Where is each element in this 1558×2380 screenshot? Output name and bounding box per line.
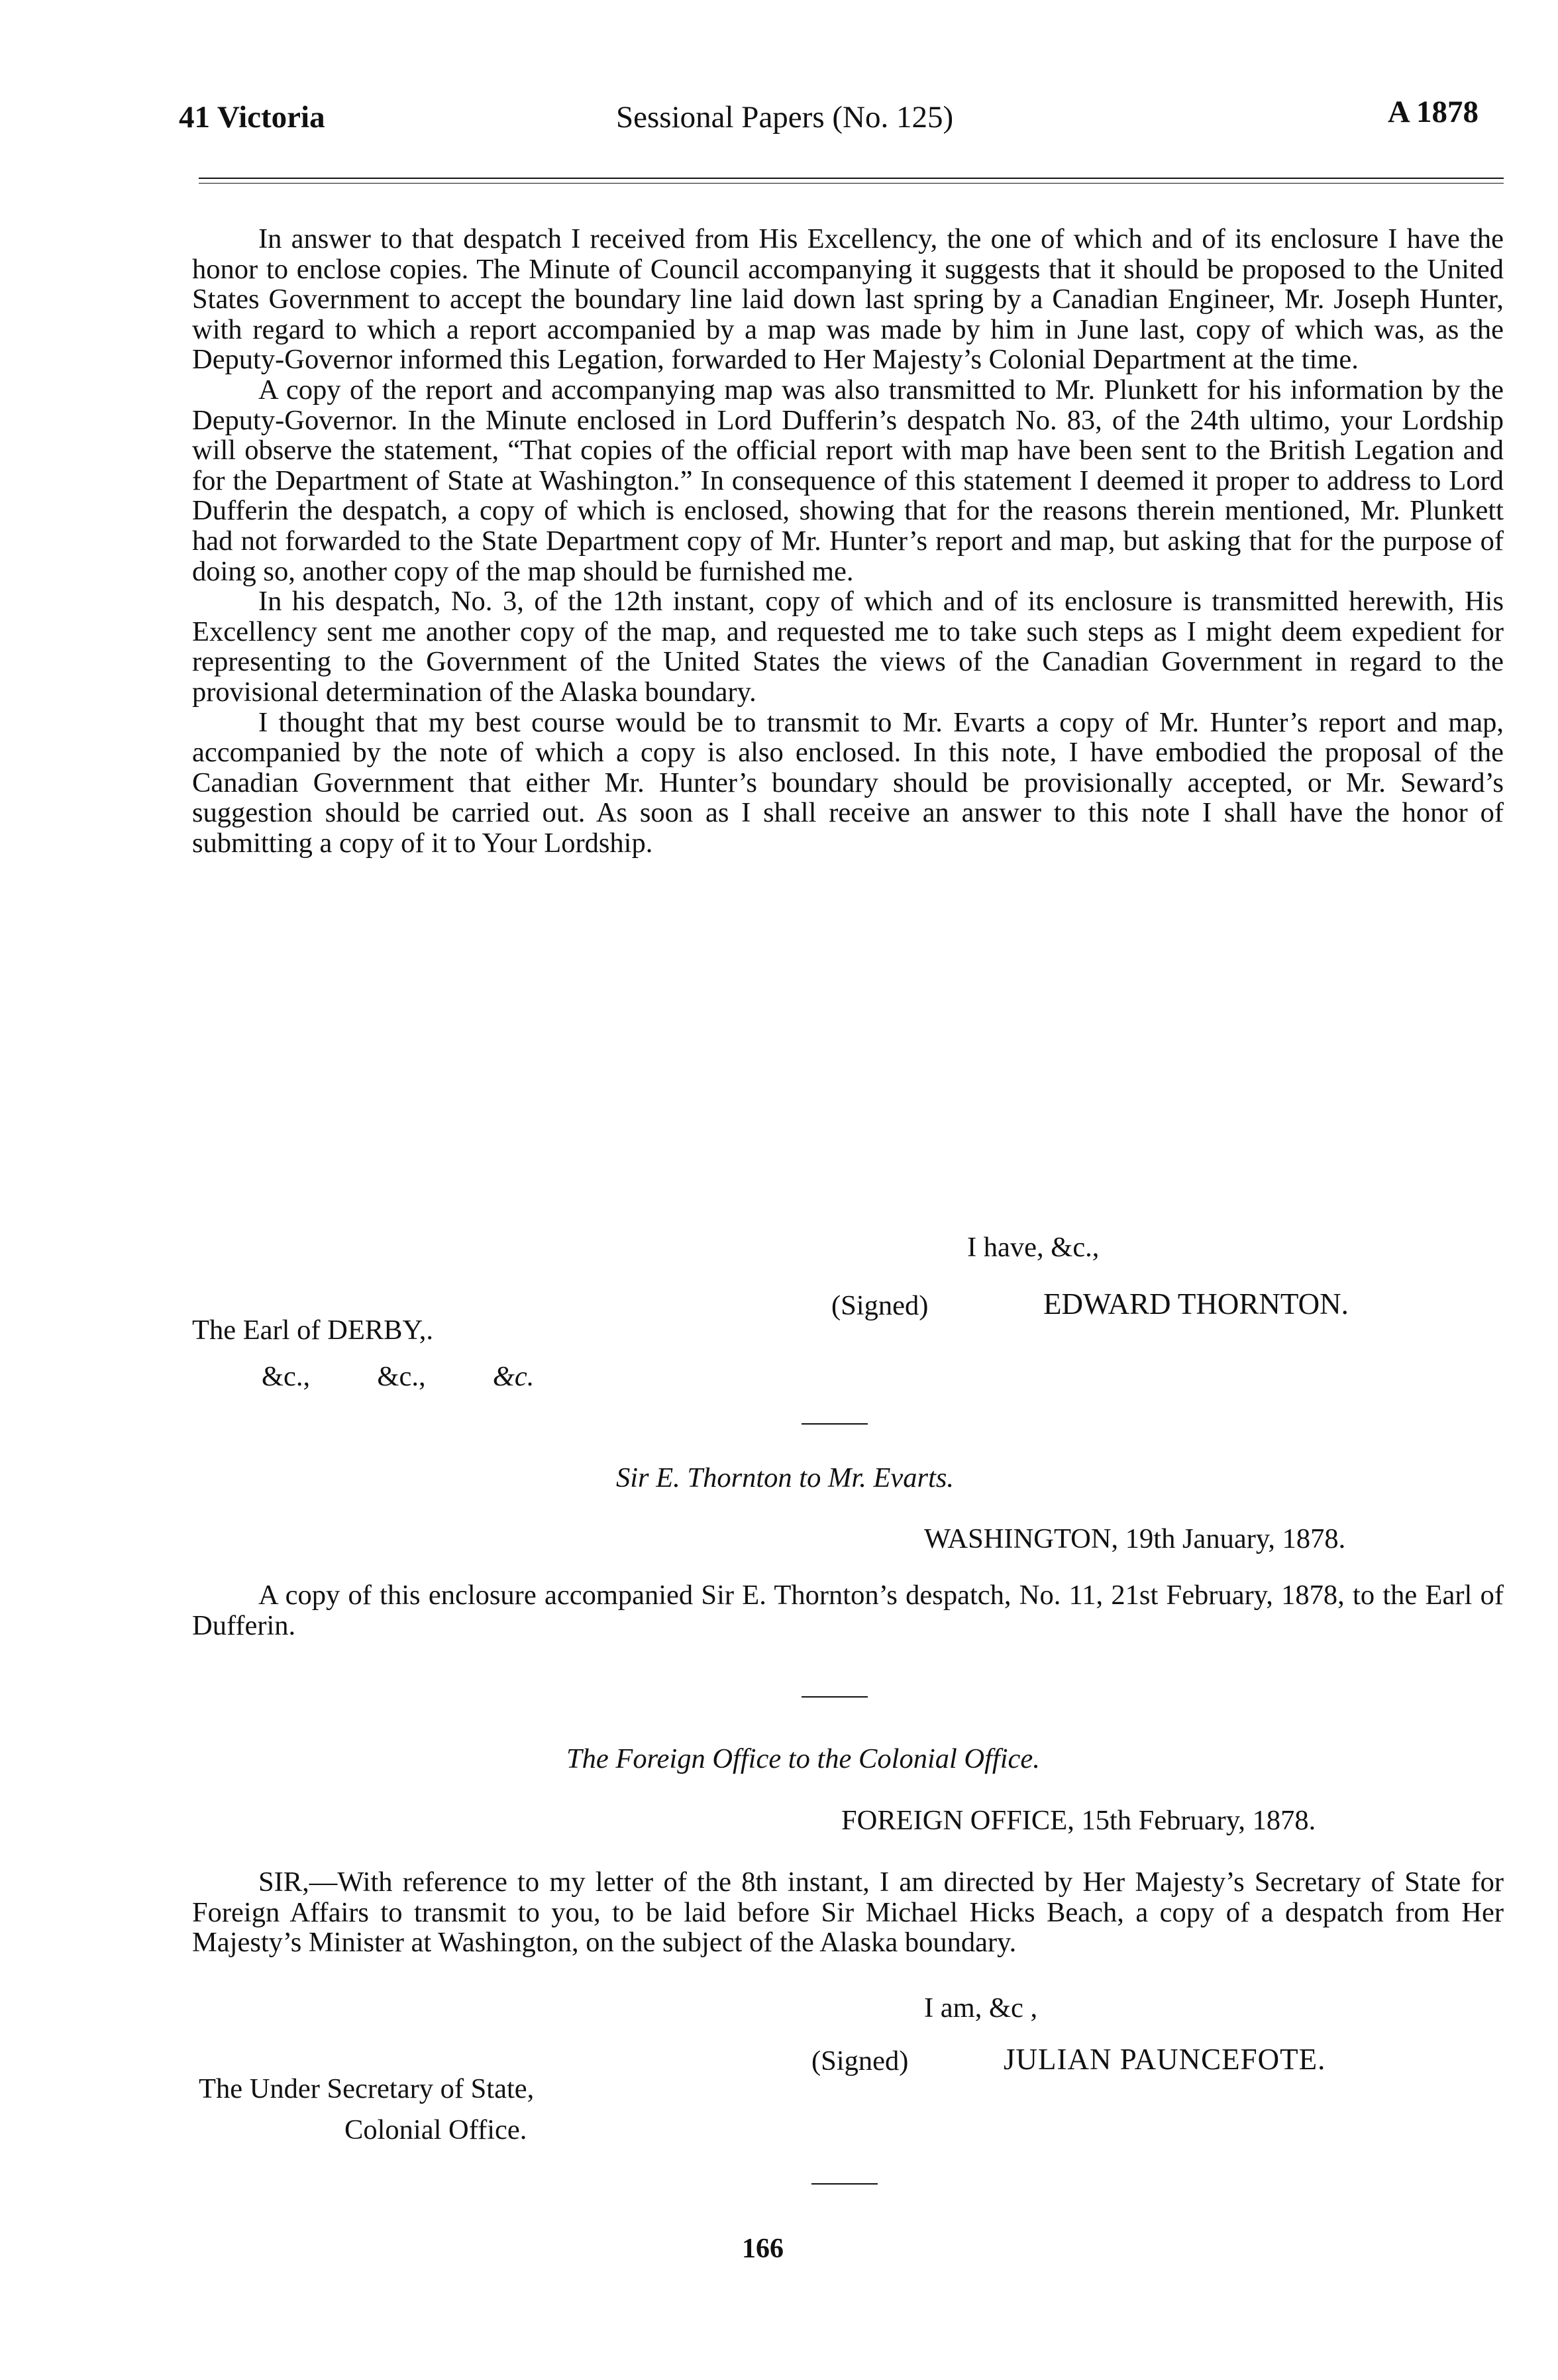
dateline (841, 1806, 1316, 1836)
header-rule (199, 178, 1504, 179)
signed-label: (Signed) (811, 2045, 909, 2077)
separator (802, 1696, 868, 1698)
addressee: Colonial Office. (344, 2114, 527, 2145)
section-title: The Foreign Office to the Colonial Office. (566, 1743, 1040, 1774)
page-number: 166 (742, 2234, 784, 2264)
signed-label: (Signed) (831, 1290, 929, 1321)
paragraph: I thought that my best course would be to transmit to Mr. Evarts a copy of Mr. Hunter’s report and map, accompanied by the note of which a copy is also enclosed. In this note, I have embodied the proposal of the Canadian Government that either Mr. Hunter’s boundary should be provisionally accepted, or Mr. Seward’s suggestion should be carried out. As soon as I shall receive an answer to this note I shall have the honor of submitting a copy of it to Your Lordship. (192, 706, 1504, 859)
header-year: A 1878 (1387, 95, 1479, 129)
separator (811, 2183, 878, 2185)
dateline-place: WASHINGTON, (924, 1523, 1119, 1554)
signature: EDWARD THORNTON. (1043, 1287, 1349, 1321)
closing: I am, &c , (924, 1992, 1038, 2024)
addressee-line: The Earl of DERBY,. (192, 1315, 433, 1346)
letter-body (192, 1867, 1504, 1958)
separator (802, 1423, 868, 1425)
addressee-etc (262, 1362, 534, 1392)
header-volume: 41 Victoria (179, 100, 325, 135)
closing: I have, &c., (967, 1232, 1100, 1263)
letter-body (192, 224, 1504, 858)
etc: &c., (262, 1361, 311, 1392)
paragraph: A copy of the report and accompanying map was also transmitted to Mr. Plunkett for his information by the Deputy-Governor. In the Minute enclosed in Lord Dufferin’s despatch No. 83, of the 24th ultimo, your Lordship will observe the statement, “That copies of the official report with map have been sent to the British Legation and for the Department of State at Washington.” In consequence of this statement I deemed it proper to address to Lord Dufferin the despatch, a copy of which is enclosed, showing that for the reasons therein mentioned, Mr. Plunkett had not forwarded to the State Department copy of Mr. Hunter’s report and map, but asking that for the purpose of doing so, another copy of the map should be furnished me. (192, 374, 1504, 587)
paragraph (192, 1867, 1504, 1958)
dateline-place: FOREIGN OFFICE, (841, 1805, 1074, 1836)
header-rule-thin (199, 183, 1504, 184)
letter-body (192, 1580, 1504, 1641)
dateline-date: 15th February, 1878. (1081, 1805, 1316, 1836)
header-title: Sessional Papers (No. 125) (616, 100, 954, 135)
paragraph: In his despatch, No. 3, of the 12th instant, copy of which and of its enclosure is transmitted herewith, His Excellency sent me another copy of the map, and requested me to take such steps as I might deem expedient for representing to the Government of the United States the views of the Canadian Government in regard to the provisional determination of the Alaska boundary. (192, 586, 1504, 708)
paragraph: In answer to that despatch I received from His Excellency, the one of which and of its enclosure I have the honor to enclose copies. The Minute of Council accompanying it suggests that it should be proposed to the United States Government to accept the boundary line laid down last spring by a Canadian Engineer, Mr. Joseph Hunter, with regard to which a report accompanied by a map was made by him in June last, copy of which was, as the Deputy-Governor informed this Legation, forwarded to Her Majesty’s Colonial Department at the time. (192, 223, 1504, 376)
etc: &c. (492, 1361, 535, 1392)
addressee: The Under Secretary of State, (199, 2073, 535, 2104)
etc: &c., (377, 1361, 426, 1392)
running-header (179, 95, 1479, 146)
body-text: —With reference to my letter of the 8th instant, I am directed by Her Majesty’s Secretary of State for Foreign Affairs to transmit to you, to be laid before Sir Michael Hicks Beach, a copy of a despatch from Her Majesty’s Minister at Washington, on the subject of the Alaska boundary. (192, 1866, 1504, 1959)
dateline (924, 1524, 1345, 1554)
dateline-date: 19th January, 1878. (1125, 1523, 1346, 1554)
salutation: SIR, (258, 1866, 309, 1898)
signature: JULIAN PAUNCEFOTE. (1004, 2043, 1326, 2076)
addressee (192, 1315, 433, 1346)
paragraph: A copy of this enclosure accompanied Sir E. Thornton’s despatch, No. 11, 21st February, 1878, to the Earl of Dufferin. (192, 1580, 1504, 1641)
section-title: Sir E. Thornton to Mr. Evarts. (616, 1462, 955, 1493)
